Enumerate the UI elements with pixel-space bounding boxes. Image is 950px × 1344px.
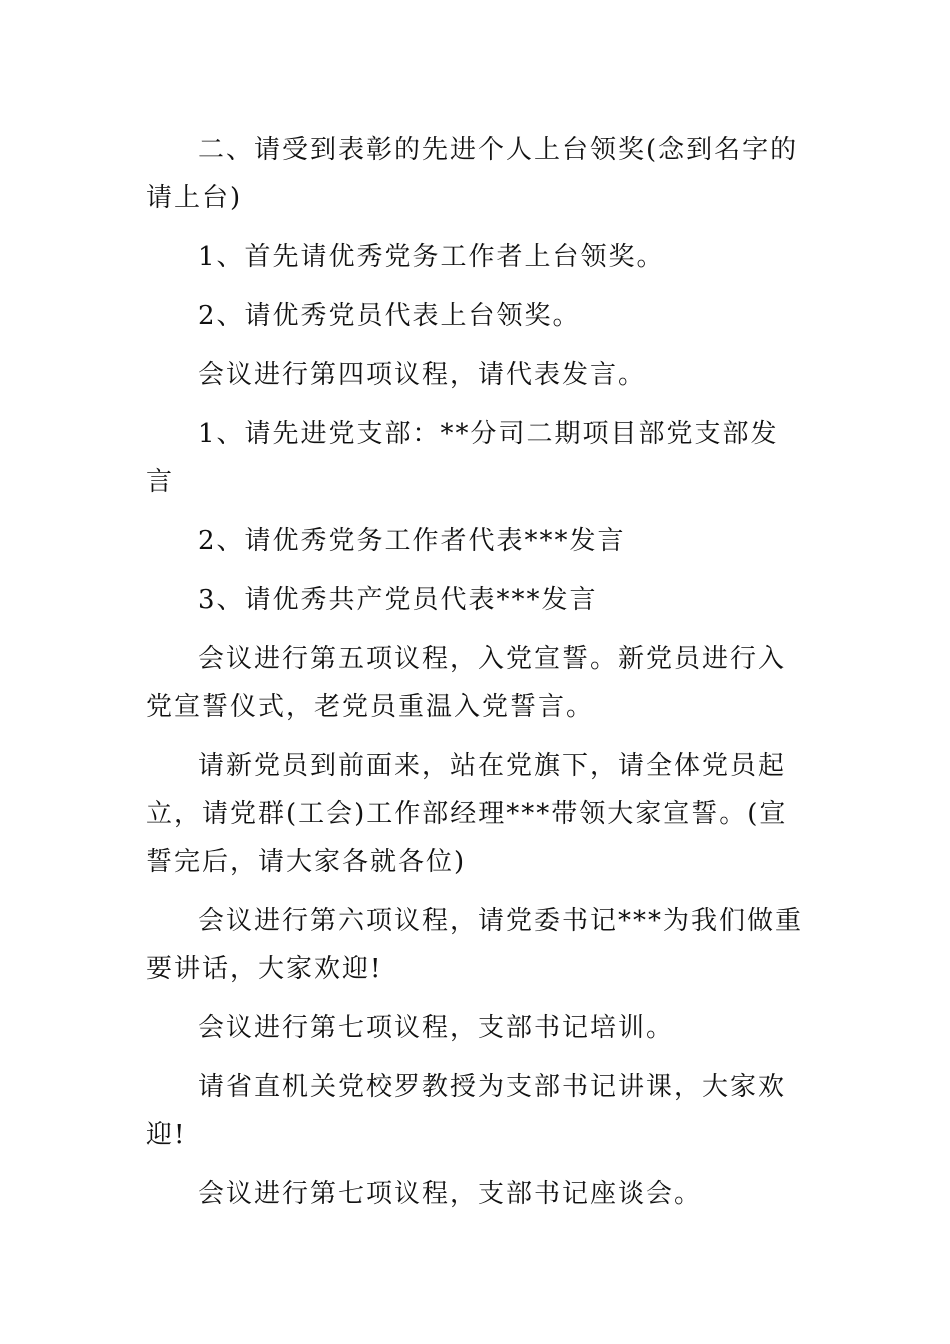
paragraph: 会议进行第七项议程，支部书记培训。 (198, 1013, 675, 1043)
paragraph: 会议进行第五项议程，入党宣誓。新党员进行入党宣誓仪式，老党员重温入党誓言。 (146, 644, 787, 722)
paragraph: 3、请优秀共产党员代表***发言 (198, 585, 598, 615)
paragraph: 1、请先进党支部：**分司二期项目部党支部发言 (146, 419, 779, 497)
paragraph: 请新党员到前面来，站在党旗下，请全体党员起立，请党群(工会)工作部经理***带领大家宣誓。(宣誓完后，请大家各就各位) (146, 751, 788, 877)
paragraph: 二、请受到表彰的先进个人上台领奖(念到名字的请上台) (146, 135, 799, 213)
paragraph: 会议进行第六项议程，请党委书记***为我们做重要讲话，大家欢迎! (146, 906, 804, 984)
paragraph: 请省直机关党校罗教授为支部书记讲课，大家欢迎! (146, 1072, 787, 1150)
paragraph: 会议进行第七项议程，支部书记座谈会。 (198, 1179, 703, 1209)
paragraph: 会议进行第四项议程，请代表发言。 (198, 360, 647, 390)
document-body (146, 126, 806, 1229)
paragraph: 2、请优秀党务工作者代表***发言 (198, 526, 626, 556)
paragraph: 1、首先请优秀党务工作者上台领奖。 (198, 242, 665, 272)
paragraph: 2、请优秀党员代表上台领奖。 (198, 301, 581, 331)
